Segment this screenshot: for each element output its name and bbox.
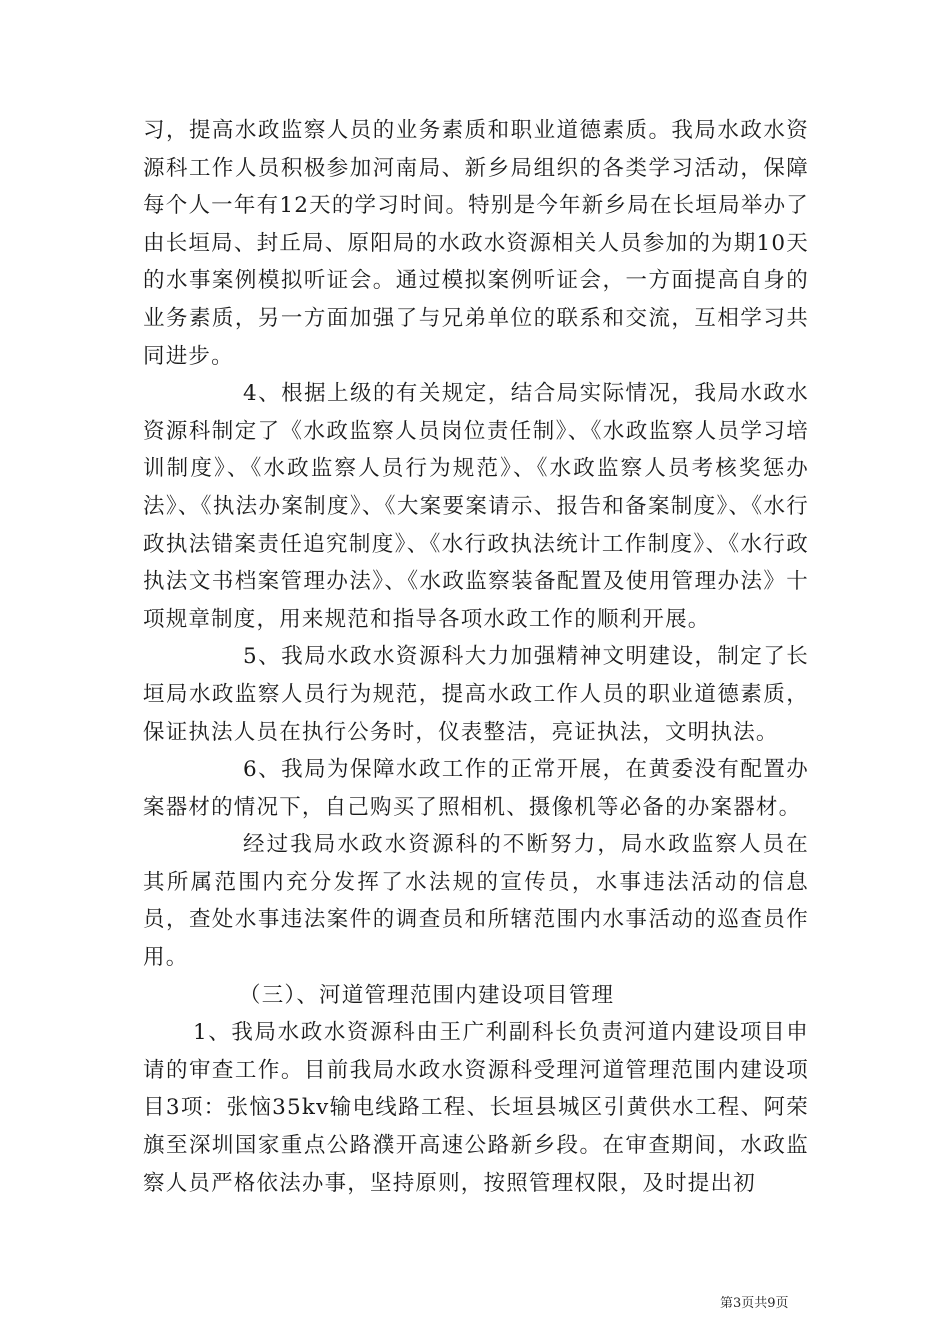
- paragraph-item-1: 1、我局水政水资源科由王广利副科长负责河道内建设项目申请的审查工作。目前我局水政水资源科受理河道管理范围内建设项目3项：张恼35kv输电线路工程、长垣县城区引黄供水工程、阿荣旗至深圳国家重点公路濮开高速公路新乡段。在审查期间，水政监察人员严格依法办事，坚持原则，按照管理权限，及时提出初: [143, 1020, 809, 1196]
- section-heading: （三）、河道管理范围内建设项目管理: [239, 982, 615, 1008]
- paragraph-item-6: 6、我局为保障水政工作的正常开展，在黄委没有配置办案器材的情况下，自己购买了照相机、摄像机等必备的办案器材。: [143, 757, 809, 820]
- page-number: 第3页共9页: [720, 1296, 789, 1311]
- paragraph-continuation: 习，提高水政监察人员的业务素质和职业道德素质。我局水政水资源科工作人员积极参加河南局、新乡局组织的各类学习活动，保障每个人一年有12天的学习时间。特别是今年新乡局在长垣局举办了由长垣局、封丘局、原阳局的水政水资源相关人员参加的为期10天的水事案例模拟听证会。通过模拟案例听证会，一方面提高自身的业务素质，另一方面加强了与兄弟单位的联系和交流，互相学习共同进步。: [143, 118, 809, 369]
- paragraph-item-5: 5、我局水政水资源科大力加强精神文明建设，制定了长垣局水政监察人员行为规范，提高水政工作人员的职业道德素质，保证执法人员在执行公务时，仪表整洁，亮证执法，文明执法。: [143, 644, 809, 745]
- document-body: [143, 112, 809, 1202]
- paragraph-summary: 经过我局水政水资源科的不断努力，局水政监察人员在其所属范围内充分发挥了水法规的宣传员，水事违法活动的信息员，查处水事违法案件的调查员和所辖范围内水事活动的巡查员作用。: [143, 832, 809, 971]
- paragraph-item-4: 4、根据上级的有关规定，结合局实际情况，我局水政水资源科制定了《水政监察人员岗位责任制》、《水政监察人员学习培训制度》、《水政监察人员行为规范》、《水政监察人员考核奖惩办法》、《执法办案制度》、《大案要案请示、报告和备案制度》、《水行政执法错案责任追究制度》、《水行政执法统计工作制度》、《水行政执法文书档案管理办法》、《水政监察装备配置及使用管理办法》十项规章制度，用来规范和指导各项水政工作的顺利开展。: [143, 381, 809, 632]
